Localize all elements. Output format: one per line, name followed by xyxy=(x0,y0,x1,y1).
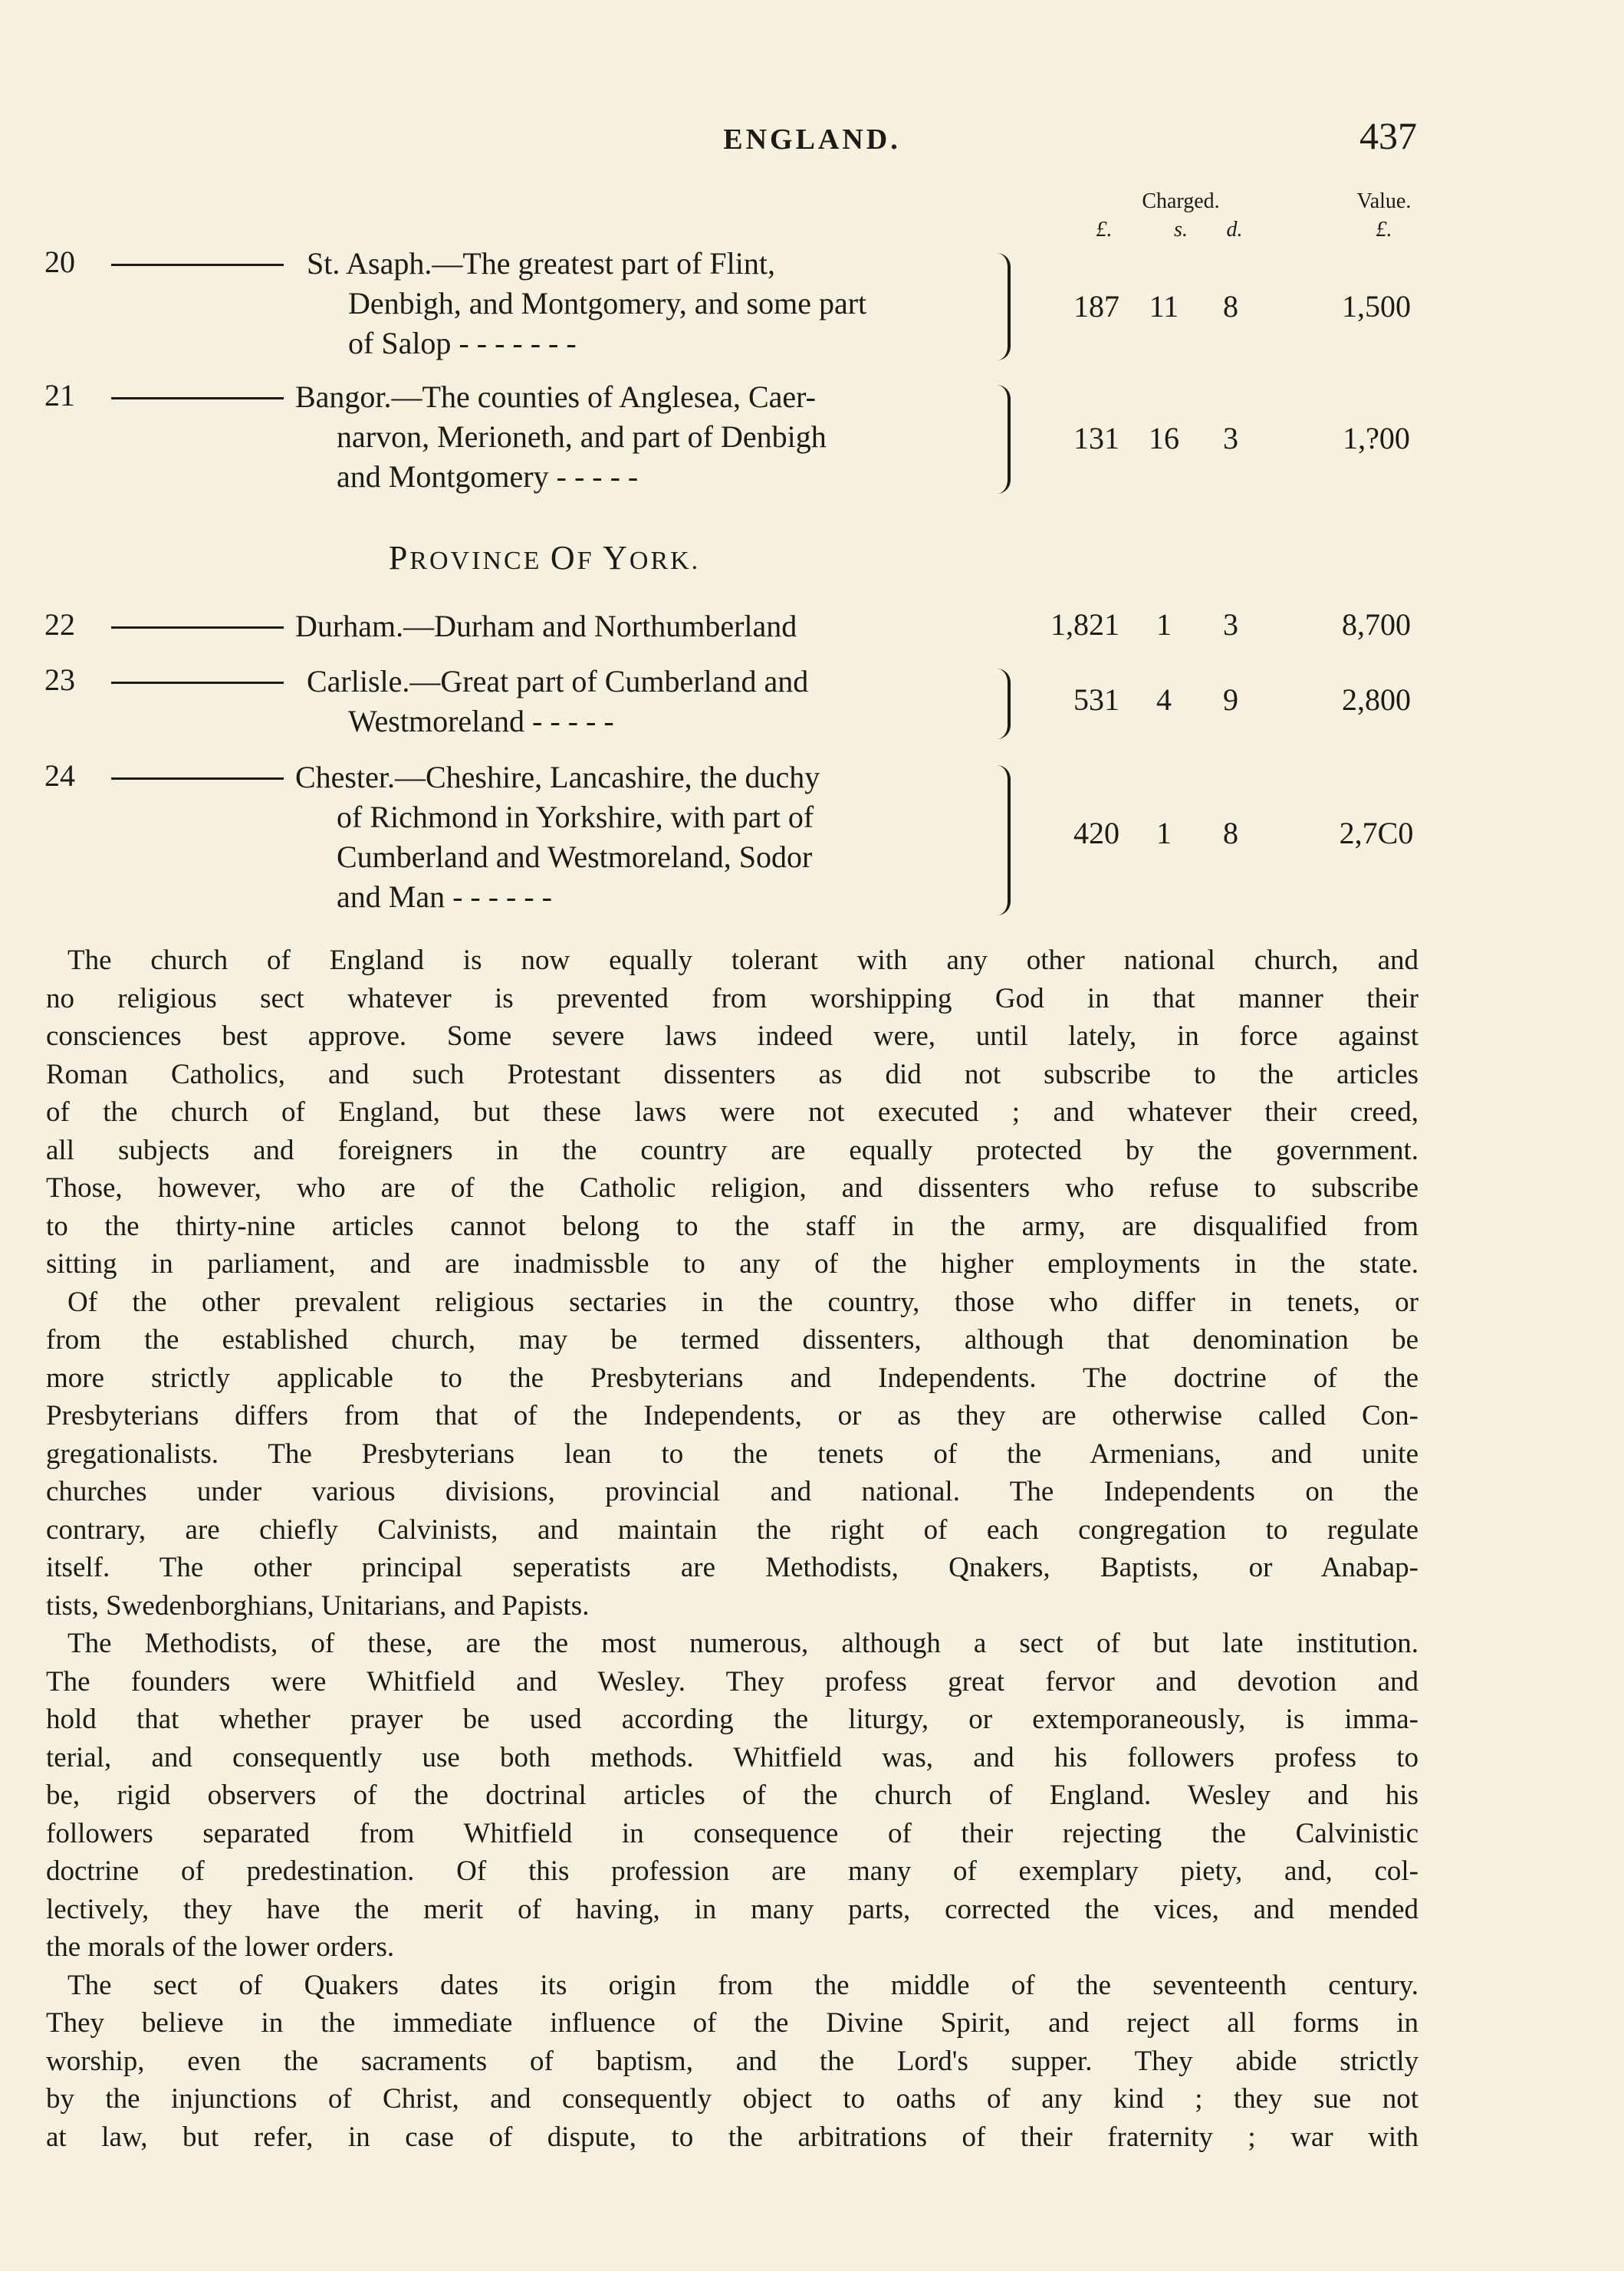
text-line: Those, however, who are of the Catholic religion, and dissenters who refuse to subscribe xyxy=(46,1172,1419,1204)
text-line: Of the other prevalent religious sectaries in the country, those who differ in tenets, or xyxy=(67,1286,1419,1318)
text-line: They believe in the immediate influence of the Divine Spirit, and reject all forms in xyxy=(46,2007,1419,2039)
text-line: churches under various divisions, provincial and national. The Independents on the xyxy=(46,1476,1419,1507)
value-column-heading: Value. xyxy=(1356,189,1412,213)
brace xyxy=(997,669,1011,739)
running-header: ENGLAND. xyxy=(723,123,901,156)
charged-shillings: 1 xyxy=(1156,607,1172,642)
charged-pounds: 531 xyxy=(1073,682,1119,717)
value-pounds-unit: £. xyxy=(1376,218,1392,242)
charged-shillings: 11 xyxy=(1149,289,1179,324)
shillings-unit: s. xyxy=(1174,218,1188,242)
text-line: itself. The other principal seperatists are Methodists, Qnakers, Baptists, or Anabap- xyxy=(46,1552,1419,1583)
charged-shillings: 1 xyxy=(1156,816,1172,850)
text-line: followers separated from Whitfield in consequence of their rejecting the Calvinistic xyxy=(46,1817,1419,1849)
text-line: at law, but refer, in case of dispute, to the arbitrations of their fraternity ; war with xyxy=(46,2121,1419,2153)
text-line: be, rigid observers of the doctrinal articles of the church of England. Wesley and his xyxy=(46,1780,1419,1811)
text-line: no religious sect whatever is prevented from worshipping God in that manner their xyxy=(46,982,1419,1014)
charged-pence: 3 xyxy=(1223,607,1238,642)
charged-pence: 8 xyxy=(1223,816,1238,850)
leader-rule xyxy=(111,397,284,399)
entry-description: Bangor.—The counties of Anglesea, Caer- narvon, Merioneth, and part of Denbigh and Montgomery - - - - - xyxy=(295,380,827,494)
text-line: more strictly applicable to the Presbyterians and Independents. The doctrine of the xyxy=(46,1362,1419,1394)
value-amount: 2,7C0 xyxy=(1339,816,1414,850)
entry-description: St. Asaph.—The greatest part of Flint, Denbigh, and Montgomery, and some part of Salop - - - - - - - xyxy=(307,246,867,360)
text-line: The church of England is now equally tolerant with any other national church, and xyxy=(67,945,1419,976)
entry-number: 24 xyxy=(44,758,75,793)
entry-number: 21 xyxy=(44,378,75,412)
text-line: tists, Swedenborghians, Unitarians, and Papists. xyxy=(46,1589,590,1622)
text-line: of the church of England, but these laws were not executed ; and whatever their creed, xyxy=(46,1096,1419,1128)
leader-rule xyxy=(111,682,284,684)
pounds-unit: £. xyxy=(1096,218,1113,242)
charged-pounds: 187 xyxy=(1073,289,1119,324)
leader-rule xyxy=(111,264,284,266)
text-line: sitting in parliament, and are inadmissble to any of the higher employments in the state. xyxy=(46,1248,1419,1280)
text-line: contrary, are chiefly Calvinists, and maintain the right of each congregation to regulate xyxy=(46,1513,1419,1546)
entry-number: 20 xyxy=(44,245,75,279)
text-line: worship, even the sacraments of baptism, and the Lord's supper. They abide strictly xyxy=(46,2045,1419,2077)
text-line: hold that whether prayer be used according the liturgy, or extemporaneously, is imma- xyxy=(46,1704,1419,1735)
text-line: all subjects and foreigners in the country are equally protected by the government. xyxy=(46,1134,1419,1166)
value-amount: 1,500 xyxy=(1342,289,1411,324)
text-line: The founders were Whitfield and Wesley. They profess great fervor and devotion and xyxy=(46,1665,1419,1697)
text-line: the morals of the lower orders. xyxy=(46,1931,395,1963)
text-line: The sect of Quakers dates its origin from the middle of the seventeenth century. xyxy=(67,1969,1419,2001)
text-line: from the established church, may be termed dissenters, although that denomination be xyxy=(46,1324,1419,1356)
brace xyxy=(997,253,1011,360)
entry-description: Durham.—Durham and Northumberland xyxy=(295,609,797,643)
charged-pence: 8 xyxy=(1223,289,1238,324)
text-line: Presbyterians differs from that of the Independents, or as they are otherwise called Con- xyxy=(46,1400,1419,1431)
charged-pounds: 1,821 xyxy=(1050,607,1119,642)
entry-number: 23 xyxy=(44,662,75,697)
value-amount: 8,700 xyxy=(1342,607,1411,642)
text-line: by the injunctions of Christ, and consequently object to oaths of any kind ; they sue not xyxy=(46,2083,1419,2115)
text-line: to the thirty-nine articles cannot belong to the staff in the army, are disqualified from xyxy=(46,1210,1419,1242)
charged-pounds: 131 xyxy=(1073,421,1119,455)
text-line: The Methodists, of these, are the most numerous, although a sect of but late institution. xyxy=(67,1628,1419,1659)
leader-rule xyxy=(111,777,284,780)
charged-pence: 3 xyxy=(1223,421,1238,455)
brace xyxy=(997,765,1011,915)
entry-number: 22 xyxy=(44,607,75,642)
brace xyxy=(997,385,1011,494)
body-text xyxy=(46,942,1419,2156)
value-amount: 1,?00 xyxy=(1343,421,1410,455)
province-heading: PROVINCE OF YORK. xyxy=(388,539,701,577)
value-amount: 2,800 xyxy=(1342,682,1411,717)
entry-description: Carlisle.—Great part of Cumberland and Westmoreland - - - - - xyxy=(307,664,809,738)
charged-column-heading: Charged. xyxy=(1142,189,1220,213)
text-line: doctrine of predestination. Of this profession are many of exemplary piety, and, col- xyxy=(46,1855,1419,1887)
pence-unit: d. xyxy=(1226,218,1243,242)
entry-description: Chester.—Cheshire, Lancashire, the duchy of Richmond in Yorkshire, with part of Cumberland and Westmoreland, Sodor and Man - - - - - - xyxy=(295,760,820,914)
charged-pounds: 420 xyxy=(1073,816,1119,850)
text-line: consciences best approve. Some severe laws indeed were, until lately, in force against xyxy=(46,1020,1419,1052)
charged-shillings: 4 xyxy=(1156,682,1172,717)
text-line: gregationalists. The Presbyterians lean to the tenets of the Armenians, and unite xyxy=(46,1438,1419,1470)
charged-pence: 9 xyxy=(1223,682,1238,717)
leader-rule xyxy=(111,626,284,629)
text-line: terial, and consequently use both methods. Whitfield was, and his followers profess to xyxy=(46,1741,1419,1773)
page-number: 437 xyxy=(1359,114,1417,157)
text-line: Roman Catholics, and such Protestant dissenters as did not subscribe to the articles xyxy=(46,1058,1419,1090)
charged-shillings: 16 xyxy=(1149,421,1179,455)
text-line: lectively, they have the merit of having, in many parts, corrected the vices, and mended xyxy=(46,1893,1419,1925)
